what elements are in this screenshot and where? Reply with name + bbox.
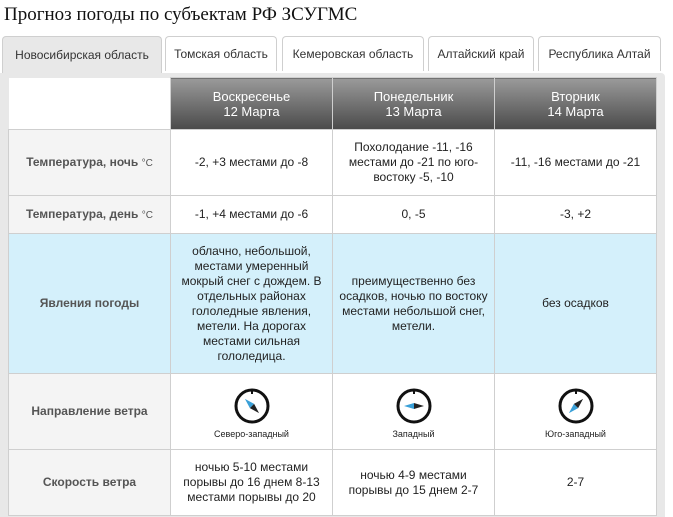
day-weekday: Вторник — [551, 88, 600, 104]
tab-altai-republic[interactable]: Республика Алтай — [538, 36, 661, 71]
day-header-monday — [333, 78, 495, 130]
phenomena-monday: преимущественно без осадков, ночью по востоку местами небольшой снег, метели. — [333, 234, 495, 374]
day-weekday: Понедельник — [373, 88, 454, 104]
day-header-sunday — [171, 78, 333, 130]
night-temp-tuesday: -11, -16 местами до -21 — [495, 130, 657, 196]
wind-speed-sunday: ночью 5-10 местами порывы до 16 днем 8-13 местами порывы до 20 — [171, 450, 333, 516]
wind-direction-label: Юго-западный — [545, 429, 606, 439]
phenomena-tuesday: без осадков — [495, 234, 657, 374]
table-row — [9, 234, 657, 374]
page-title: Прогноз погоды по субъектам РФ ЗСУГМС — [4, 4, 358, 25]
forecast-table — [8, 77, 657, 516]
day-temp-tuesday: -3, +2 — [495, 196, 657, 234]
wind-speed-tuesday: 2-7 — [495, 450, 657, 516]
row-label-text: Температура, ночь — [26, 154, 139, 169]
table-row — [9, 450, 657, 516]
wind-speed-monday: ночью 4-9 местами порывы до 15 днем 2-7 — [333, 450, 495, 516]
table-header-row — [9, 78, 657, 130]
row-label-night-temp — [9, 130, 171, 196]
region-tabs — [0, 36, 673, 73]
wind-direction-label: Северо-западный — [214, 429, 289, 439]
day-date: 14 Марта — [547, 103, 604, 119]
day-header-tuesday — [495, 78, 657, 130]
forecast-panel — [0, 73, 665, 517]
day-weekday: Воскресенье — [212, 88, 291, 104]
wind-direction-label: Западный — [392, 429, 435, 439]
day-temp-sunday: -1, +4 местами до -6 — [171, 196, 333, 234]
tab-kemerovo[interactable]: Кемеровская область — [282, 36, 424, 71]
table-row — [9, 196, 657, 234]
phenomena-sunday: облачно, небольшой, местами умеренный мокрый снег с дождем. В отдельных районах гололедные явления, метели. На дорогах местами сильная гололедица. — [171, 234, 333, 374]
row-label-wind-speed: Скорость ветра — [9, 450, 171, 516]
night-temp-monday: Похолодание -11, -16 местами до -21 по юго-востоку -5, -10 — [333, 130, 495, 196]
day-date: 12 Марта — [223, 103, 280, 119]
wind-direction-sunday — [171, 374, 333, 450]
row-label-text: Температура, день — [26, 206, 139, 221]
tab-altai-krai[interactable]: Алтайский край — [428, 36, 534, 71]
row-label-day-temp — [9, 196, 171, 234]
day-temp-monday: 0, -5 — [333, 196, 495, 234]
row-label-phenomena: Явления погоды — [9, 234, 171, 374]
wind-direction-tuesday — [495, 374, 657, 450]
compass-icon — [233, 387, 271, 425]
table-row — [9, 374, 657, 450]
night-temp-sunday: -2, +3 местами до -8 — [171, 130, 333, 196]
compass-icon — [557, 387, 595, 425]
table-corner — [9, 78, 171, 130]
wind-direction-monday — [333, 374, 495, 450]
tab-novosibirsk[interactable]: Новосибирская область — [2, 36, 162, 73]
row-label-wind-direction: Направление ветра — [9, 374, 171, 450]
table-row — [9, 130, 657, 196]
day-date: 13 Марта — [385, 103, 442, 119]
unit-label: °C — [141, 209, 153, 221]
compass-icon — [395, 387, 433, 425]
tab-tomsk[interactable]: Томская область — [165, 36, 277, 71]
unit-label: °C — [141, 157, 153, 169]
